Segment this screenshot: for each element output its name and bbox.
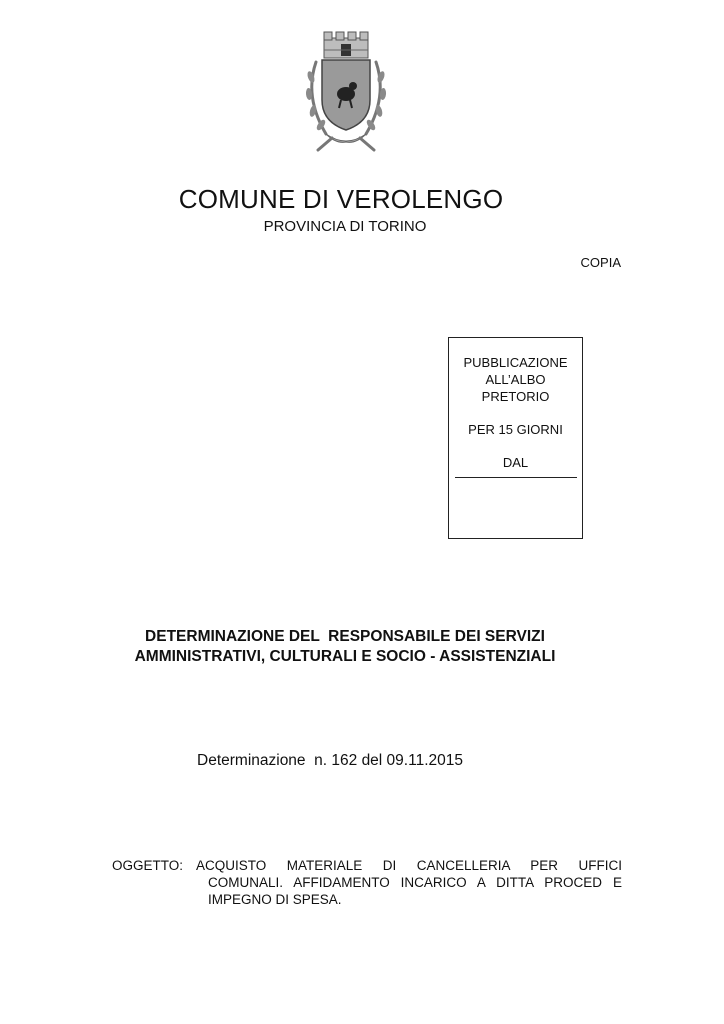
heading-line-1: DETERMINAZIONE DEL RESPONSABILE DEI SERVIZI (145, 628, 545, 645)
publication-box (448, 337, 583, 539)
copy-label: COPIA (580, 255, 621, 270)
heading-line-2: AMMINISTRATIVI, CULTURALI E SOCIO - ASSISTENZIALI (134, 648, 556, 665)
municipal-coat-of-arms-icon (296, 22, 396, 162)
determination-heading (0, 627, 690, 667)
page-title: COMUNE DI VEROLENGO (178, 184, 504, 214)
determination-number: Determinazione n. 162 del 09.11.2015 (197, 752, 463, 769)
publication-from-label: DAL (502, 455, 529, 470)
publication-duration: PER 15 GIORNI (468, 422, 563, 437)
subject-block (112, 857, 622, 908)
subject-line-1: ACQUISTO MATERIALE DI CANCELLERIA PER UFFICI (196, 858, 622, 873)
province-subtitle: PROVINCIA DI TORINO (263, 218, 427, 235)
publication-line-2: ALL’ALBO (485, 372, 546, 387)
publication-line-1: PUBBLICAZIONE (463, 355, 568, 370)
subject-label: OGGETTO: (112, 858, 184, 873)
publication-line-3: PRETORIO (481, 389, 550, 404)
subject-rest: COMUNALI. AFFIDAMENTO INCARICO A DITTA PROCED E IMPEGNO DI SPESA. (208, 875, 622, 907)
publication-date-line (455, 471, 577, 478)
